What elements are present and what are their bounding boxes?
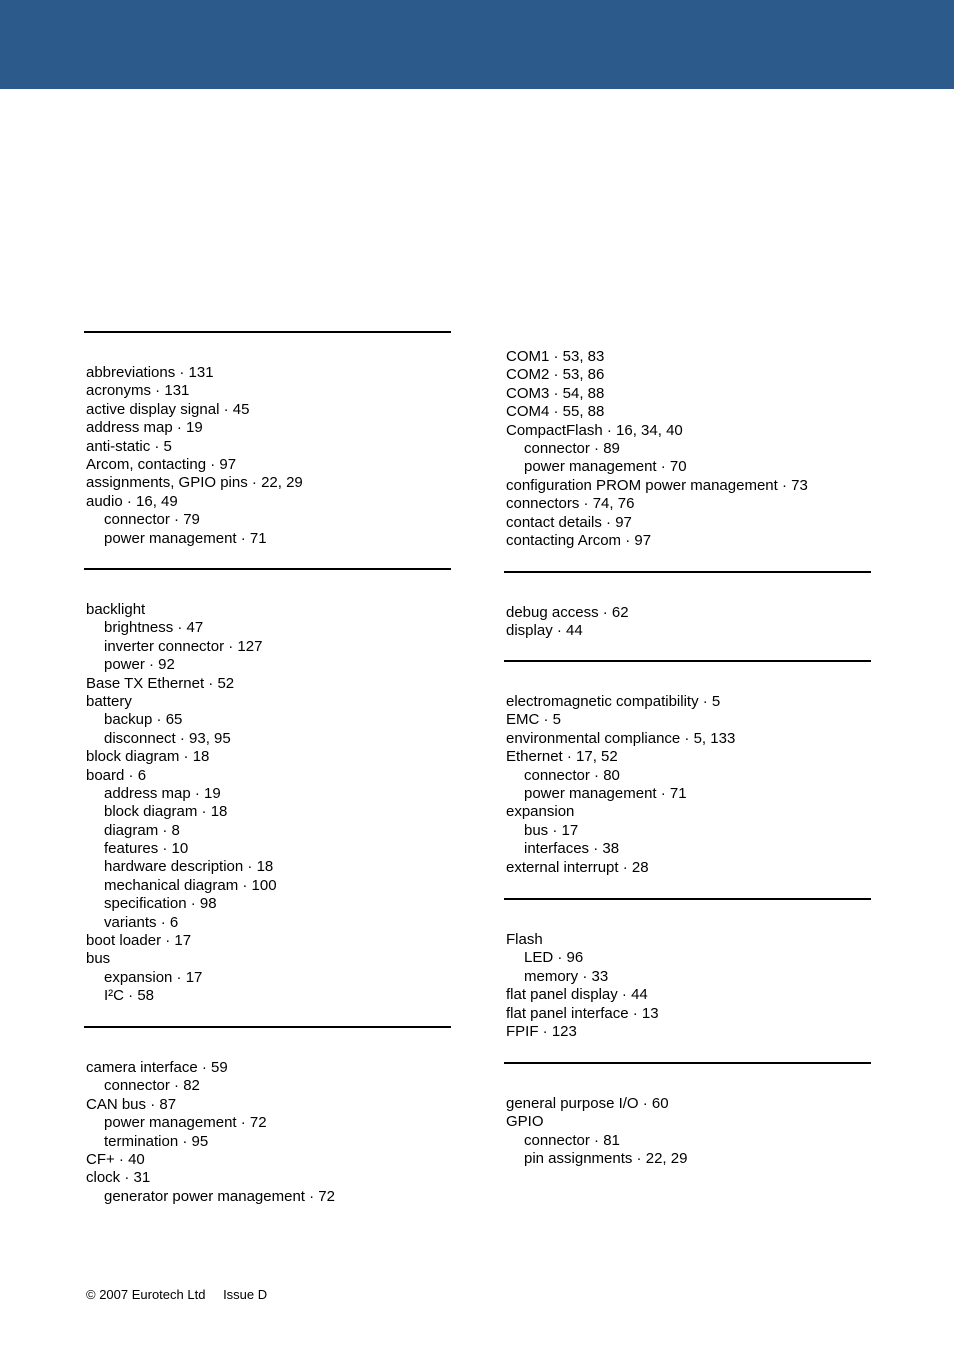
index-entry-list	[84, 364, 464, 548]
index-subentry: mechanical diagram · 100	[104, 876, 277, 894]
index-entry: COM1 · 53, 83	[506, 348, 605, 365]
index-entry: general purpose I/O · 60	[506, 1095, 669, 1112]
index-entry: contact details · 97	[506, 513, 632, 531]
index-entry: debug access · 62	[506, 604, 629, 621]
index-entry: display · 44	[506, 622, 583, 640]
index-entry: connectors · 74, 76	[506, 495, 635, 513]
index-entry: COM2 · 53, 86	[506, 366, 605, 384]
index-subentry: LED · 96	[524, 949, 584, 967]
index-entry: COM4 · 55, 88	[506, 403, 605, 421]
index-entry: audio · 16, 49	[86, 492, 178, 510]
index-subentry: pin assignments · 22, 29	[524, 1150, 688, 1168]
index-entry: boot loader · 17	[86, 932, 192, 950]
index-subentry: power management · 71	[524, 784, 687, 802]
index-entry: battery	[86, 692, 132, 710]
section-divider	[504, 1062, 871, 1064]
index-subentry: I²C · 58	[104, 987, 155, 1005]
index-entry: abbreviations · 131	[86, 364, 214, 381]
index-entry: COM3 · 54, 88	[506, 384, 605, 402]
index-subentry: generator power management · 72	[104, 1187, 335, 1205]
index-subentry: address map · 19	[104, 784, 221, 802]
index-subentry: connector · 80	[524, 766, 620, 784]
index-subentry: specification · 98	[104, 895, 217, 913]
index-subentry: connector · 79	[104, 511, 200, 529]
index-entry-list	[504, 1095, 884, 1169]
section-divider	[84, 331, 451, 333]
index-section-b	[84, 568, 464, 1006]
index-entry-list	[504, 348, 884, 550]
index-entry: board · 6	[86, 766, 147, 784]
index-section-d	[504, 571, 884, 641]
index-subentry: power management · 72	[104, 1114, 267, 1132]
index-entry: flat panel display · 44	[506, 986, 648, 1004]
index-section-c-continued	[504, 348, 884, 550]
index-subentry: connector · 82	[104, 1077, 200, 1095]
index-entry: flat panel interface · 13	[506, 1004, 659, 1022]
index-entry: expansion	[506, 803, 575, 821]
index-subentry: block diagram · 18	[104, 803, 228, 821]
section-divider	[504, 660, 871, 662]
index-entry: environmental compliance · 5, 133	[506, 729, 736, 747]
index-entry: camera interface · 59	[86, 1059, 228, 1076]
index-entry: external interrupt · 28	[506, 858, 649, 876]
index-entry: configuration PROM power management · 73	[506, 476, 808, 494]
index-entry: GPIO	[506, 1113, 544, 1131]
section-divider	[504, 898, 871, 900]
index-entry: Base TX Ethernet · 52	[86, 674, 235, 692]
index-entry: block diagram · 18	[86, 748, 210, 766]
footer-copyright: © 2007 Eurotech Ltd	[86, 1287, 206, 1302]
index-section-a	[84, 331, 464, 548]
index-subentry: bus · 17	[524, 821, 579, 839]
index-subentry: connector · 89	[524, 439, 620, 457]
index-section-f	[504, 898, 884, 1041]
index-subentry: hardware description · 18	[104, 858, 274, 876]
index-entry-list	[84, 1059, 464, 1206]
index-subentry: power management · 71	[104, 529, 267, 547]
index-subentry: power management · 70	[524, 458, 687, 476]
index-subentry: memory · 33	[524, 967, 609, 985]
index-entry: address map · 19	[86, 419, 203, 437]
index-entry: acronyms · 131	[86, 382, 190, 400]
index-entry: backlight	[86, 601, 146, 618]
index-subentry: diagram · 8	[104, 821, 180, 839]
index-section-g	[504, 1062, 884, 1169]
index-entry-list	[504, 604, 884, 641]
index-subentry: features · 10	[104, 840, 189, 858]
index-subentry: interfaces · 38	[524, 840, 620, 858]
index-entry-list	[84, 601, 464, 1006]
index-subentry: brightness · 47	[104, 619, 204, 637]
index-subentry: power · 92	[104, 656, 175, 674]
footer	[86, 1287, 267, 1302]
index-entry-list	[504, 931, 884, 1041]
index-section-e	[504, 660, 884, 877]
index-subentry: disconnect · 93, 95	[104, 729, 231, 747]
index-subentry: variants · 6	[104, 913, 179, 931]
index-entry-list	[504, 693, 884, 877]
index-entry: assignments, GPIO pins · 22, 29	[86, 474, 303, 492]
index-subentry: expansion · 17	[104, 968, 203, 986]
index-entry: anti-static · 5	[86, 437, 172, 455]
index-section-c	[84, 1026, 464, 1206]
index-entry: contacting Arcom · 97	[506, 531, 652, 549]
header-band	[0, 0, 954, 89]
index-subentry: connector · 81	[524, 1131, 620, 1149]
index-entry: Flash	[506, 931, 543, 948]
index-subentry: inverter connector · 127	[104, 637, 263, 655]
index-entry: bus	[86, 950, 111, 968]
index-entry: CF+ · 40	[86, 1150, 145, 1168]
section-divider	[84, 1026, 451, 1028]
section-divider	[504, 571, 871, 573]
index-entry: Ethernet · 17, 52	[506, 748, 618, 766]
section-divider	[84, 568, 451, 570]
index-entry: electromagnetic compatibility · 5	[506, 693, 721, 710]
index-entry: Arcom, contacting · 97	[86, 455, 237, 473]
index-subentry: backup · 65	[104, 711, 183, 729]
index-entry: clock · 31	[86, 1169, 151, 1187]
index-subentry: termination · 95	[104, 1132, 209, 1150]
index-entry: FPIF · 123	[506, 1022, 577, 1040]
index-entry: CompactFlash · 16, 34, 40	[506, 421, 683, 439]
footer-issue: Issue D	[223, 1287, 268, 1302]
index-entry: CAN bus · 87	[86, 1095, 177, 1113]
index-entry: EMC · 5	[506, 711, 562, 729]
index-entry: active display signal · 45	[86, 400, 250, 418]
